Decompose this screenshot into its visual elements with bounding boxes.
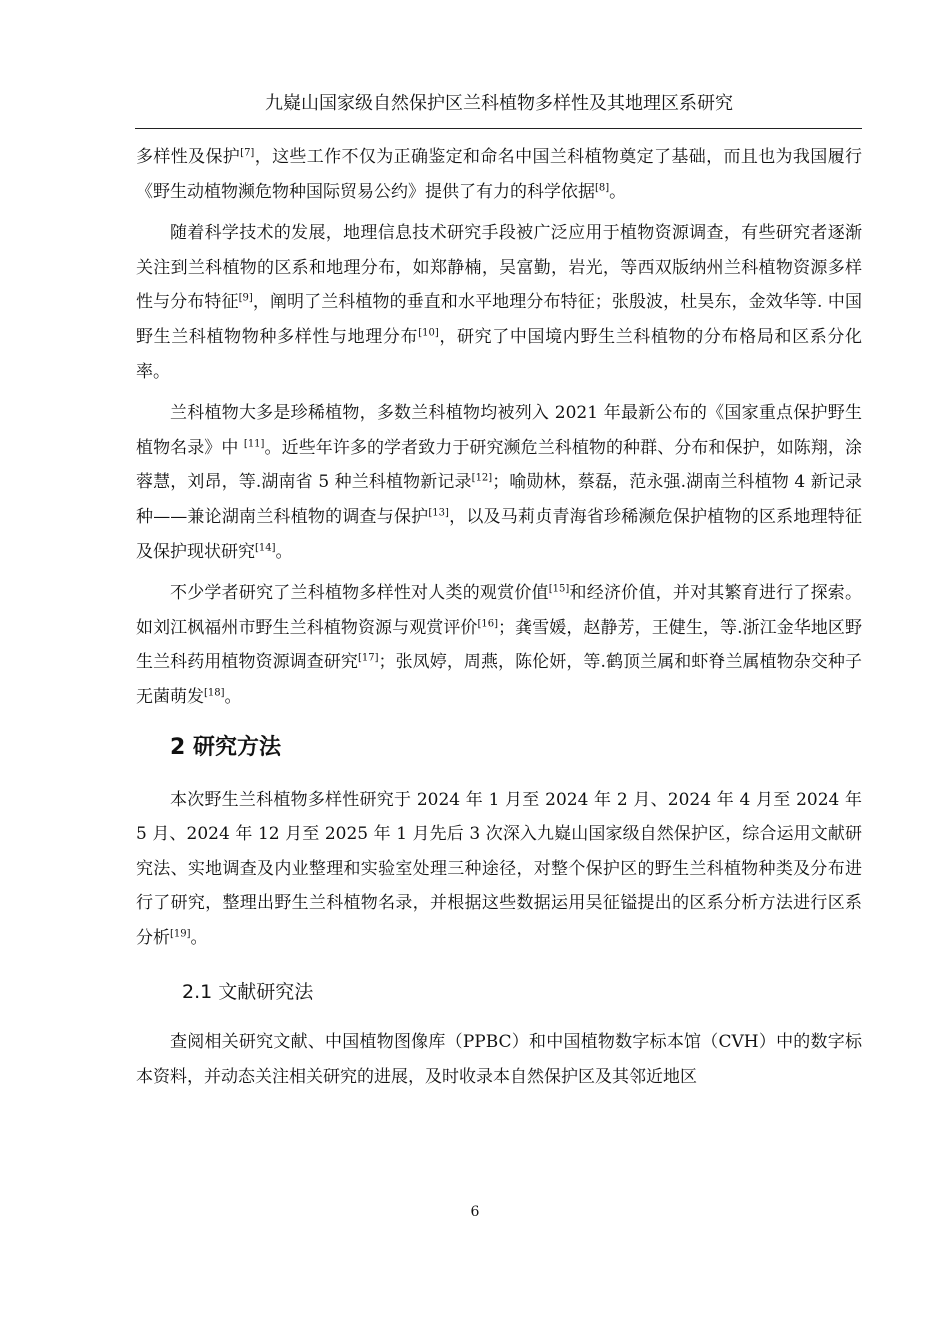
header-rule <box>135 128 862 129</box>
citation[interactable]: [13] <box>428 507 449 519</box>
citation[interactable]: [16] <box>477 618 499 630</box>
citation[interactable]: [14] <box>255 541 276 553</box>
citation[interactable]: [8] <box>595 181 610 193</box>
citation[interactable]: [10] <box>418 327 439 339</box>
paragraph-continuation: 多样性及保护[7]，这些工作不仅为正确鉴定和命名中国兰科植物奠定了基础，而且也为我国履行《野生动植物濒危物种国际贸易公约》提供了有力的科学依据[8]。 <box>136 147 863 202</box>
citation[interactable]: [18] <box>204 687 225 699</box>
citation[interactable]: [12] <box>471 472 493 484</box>
paragraph-gis-research: 随着科学技术的发展，地理信息技术研究手段被广泛应用于植物资源调查，有些研究者逐渐关注到兰科植物的区系和地理分布，如郑静楠，吴富勤，岩光，等西双版纳州兰科植物资源多样性与分布特征[9]，阐明了兰科植物的垂直和水平地理分布特征；张殷波，杜昊东，金效华等. 中国野生兰科植物物种多样性与地理分布[10]，研究了中国境内野生兰科植物的分布格局和区系分化率。 <box>136 223 862 382</box>
paragraph-ornamental-value: 不少学者研究了兰科植物多样性对人类的观赏价值[15]和经济价值，并对其繁育进行了探索。如刘江枫福州市野生兰科植物资源与观赏评价[16]；龚雪媛，赵静芳，王健生，等.浙江金华地区野生兰科药用植物资源调查研究[17]；张凤婷，周燕，陈伦妍，等.鹤顶兰属和虾脊兰属植物杂交种子无菌萌发[18]。 <box>136 583 863 707</box>
citation[interactable]: [15] <box>548 583 570 595</box>
paragraph-endangered-species: 兰科植物大多是珍稀植物，多数兰科植物均被列入 2021 年最新公布的《国家重点保护野生植物名录》中 [11]。近些年许多的学者致力于研究濒危兰科植物的种群、分布和保护，如陈翔，涂蓉慧，刘昂，等.湖南省 5 种兰科植物新记录[12]；喻勋林，蔡磊，范永强.湖南兰科植物 4 新记录种——兼论湖南兰科植物的调查与保护[13]，以及马莉贞青海省珍稀濒危保护植物的区系地理特征及保护现状研究[14]。 <box>136 403 863 562</box>
page-body <box>136 140 862 1095</box>
citation[interactable]: [19] <box>170 928 191 940</box>
paragraph-methods: 本次野生兰科植物多样性研究于 2024 年 1 月至 2024 年 2 月、2024 年 4 月至 2024 年 5 月、2024 年 12 月至 2025 年 1 月先后 3 次深入九嶷山国家级自然保护区，综合运用文献研究法、实地调查及内业整理和实验室处理三种途径，对整个保护区的野生兰科植物种类及分布进行了研究，整理出野生兰科植物名录，并根据这些数据运用吴征镒提出的区系分析方法进行区系分析[19]。 <box>136 789 862 948</box>
citation[interactable]: [7] <box>240 147 255 159</box>
running-header: 九嶷山国家级自然保护区兰科植物多样性及其地理区系研究 <box>265 93 733 114</box>
paragraph-literature: 查阅相关研究文献、中国植物图像库（PPBC）和中国植物数字标本馆（CVH）中的数字标本资料，并动态关注相关研究的进展，及时收录本自然保护区及其邻近地区 <box>136 1032 862 1088</box>
citation[interactable]: [9] <box>238 292 253 304</box>
page-number: 6 <box>470 1204 480 1220</box>
subsection-heading-literature: 2.1 文献研究法 <box>182 981 314 1004</box>
citation[interactable]: [17] <box>357 652 379 664</box>
section-heading-methods: 2 研究方法 <box>170 734 281 760</box>
citation[interactable]: [11] <box>243 438 265 450</box>
